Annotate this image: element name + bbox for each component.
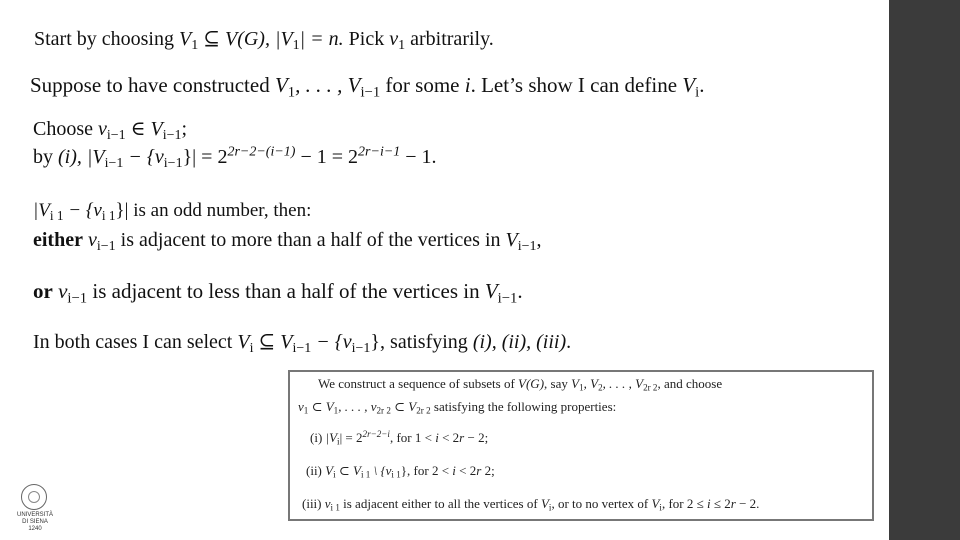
text: , for 2 ≤ [661,496,707,511]
slide-line-7 [33,279,523,307]
text: , say [544,376,572,391]
text: Suppose to have constructed [30,73,275,97]
property-i [310,430,488,446]
text: is adjacent to more than a half of the vertices in [115,229,506,251]
text: − 2. [735,496,760,511]
subscript: 2 [598,382,603,393]
math: \ {v [370,463,392,478]
math: ⊆ V(G), |V [198,28,293,50]
math: , V [583,376,599,391]
math: − 1. [400,146,437,168]
subscript: i−1 [67,290,88,307]
math: − {v [123,146,164,168]
text: Pick [343,28,390,50]
superscript: 2r−i−1 [358,144,401,160]
text: , or to no vertex of [551,496,652,511]
text: . [517,279,523,303]
subscript: 1 [303,405,309,416]
math: , . . . , v [338,399,377,414]
math: |V [322,430,338,445]
box-line-1 [318,376,722,392]
math: , |V [76,146,105,168]
logo-text-3: 1240 [28,526,42,532]
bold-keyword: or [33,279,53,303]
subscript: i [659,502,662,513]
math: V [682,73,696,97]
subscript: 2r 2 [416,405,431,416]
slide-line-3 [33,116,188,144]
text: − 2; [464,430,489,445]
math: r [459,430,465,445]
subscript: i 1 [49,207,64,223]
slide-line-6 [33,229,542,255]
math: V [484,279,498,303]
text: , [536,229,542,251]
math: V [571,376,580,391]
text: for some [380,73,465,97]
text: is adjacent to less than a half of the vertices in [87,279,485,303]
subscript: i 1 [391,469,401,480]
math: , . . . , V [602,376,644,391]
text: Choose [33,118,98,140]
math: V [274,73,288,97]
math: − {v [63,200,102,221]
math: ⊂ V [308,399,334,414]
text: We construct a sequence of subsets of [318,376,519,391]
subscript: i [333,469,336,480]
math: }| [115,200,129,221]
math: (i) [58,146,77,168]
math: V [651,496,660,511]
subscript: i 1 [330,502,340,513]
math: v [321,496,331,511]
text: In both cases I can select [33,331,238,353]
text: , for 2 < [407,463,453,478]
right-sidebar-bar [889,0,960,540]
text: ; [181,118,188,140]
text: is adjacent either to all the vertices of [339,496,541,511]
property-ii [306,463,495,479]
math: } [370,331,381,353]
subscript: i−1 [517,239,537,255]
subscript: i 1 [360,469,371,480]
math: | = n. [299,28,344,50]
math: ⊂ V [335,463,361,478]
math: v [298,399,304,414]
math: i [452,463,456,478]
math: | = 2 [339,430,363,445]
subscript: 1 [333,405,339,416]
text: , for 1 < [389,430,436,445]
property-label: (ii) [306,463,322,478]
slide-line-5 [33,200,311,222]
property-iii [302,496,759,512]
math: V [321,463,334,478]
text: . Let’s show I can define [470,73,683,97]
subscript: i−1 [96,239,116,255]
math: i [706,496,711,511]
subscript: i−1 [360,84,381,101]
subscript: 1 [292,38,300,54]
text: , satisfying [380,331,473,353]
math: i [435,430,439,445]
property-label: (iii) [302,496,322,511]
text: ≤ 2 [710,496,731,511]
text: 2; [481,463,495,478]
subscript: i [249,341,254,357]
box-line-2 [298,399,616,415]
superscript: 2r−2−i [362,429,390,439]
subscript: i [337,436,340,447]
math: v [98,118,107,140]
subscript: i [695,84,700,101]
math: V [540,496,549,511]
superscript: 2r−2−(i−1) [227,144,296,160]
math: (i), (ii), (iii) [472,331,567,353]
text: arbitrarily. [405,28,494,50]
math: r [730,496,736,511]
math: , . . . , V [295,73,361,97]
subscript: i−1 [104,156,124,172]
subscript: i−1 [351,341,371,357]
math: ∈ V [125,118,163,140]
subscript: 1 [579,382,584,393]
math: } [400,463,408,478]
text: . [699,73,705,97]
university-logo [9,484,61,536]
math: − {v [311,331,352,353]
math: V [237,331,250,353]
text: Start by choosing [34,28,179,50]
text: is an odd number, then: [128,200,312,221]
bold-keyword: either [33,229,83,251]
text: < 2 [455,463,477,478]
math: v [389,28,399,50]
math: }| = 2 [182,146,228,168]
subscript: i−1 [497,290,518,307]
slide-line-8 [33,329,572,357]
logo-text-1: UNIVERSITÀ [16,512,53,518]
property-label: (i) [310,430,323,445]
subscript: 1 [398,38,406,54]
subscript: 2r 2 [376,405,391,416]
text: < 2 [438,430,460,445]
slide-line-1 [34,26,494,54]
seal-icon [21,484,47,510]
math: r [476,463,482,478]
subscript: i−1 [162,128,182,144]
math: |V [33,200,50,221]
math: V(G) [518,376,545,391]
text: , and choose [657,376,723,391]
math: V [505,229,518,251]
subscript: i−1 [106,128,126,144]
math: v [82,229,97,251]
math: ⊂ V [390,399,417,414]
slide-line-2 [30,73,705,101]
subscript: 1 [287,84,296,101]
subscript: i [548,502,552,513]
text: by [33,146,58,168]
math: − 1 = 2 [295,146,359,168]
math: v [52,279,68,303]
subscript: i 1 [101,207,116,223]
math: ⊆ V [253,331,293,353]
subscript: 1 [191,38,199,54]
text: . [566,331,572,353]
text: satisfying the following properties: [430,399,617,414]
subscript: i−1 [292,341,312,357]
math: i [464,73,471,97]
slide-line-4 [33,144,437,172]
definition-box [288,370,874,521]
math: V [179,28,192,50]
subscript: 2r 2 [643,382,658,393]
subscript: i−1 [163,156,183,172]
logo-text-2: DI SIENA [22,519,48,525]
